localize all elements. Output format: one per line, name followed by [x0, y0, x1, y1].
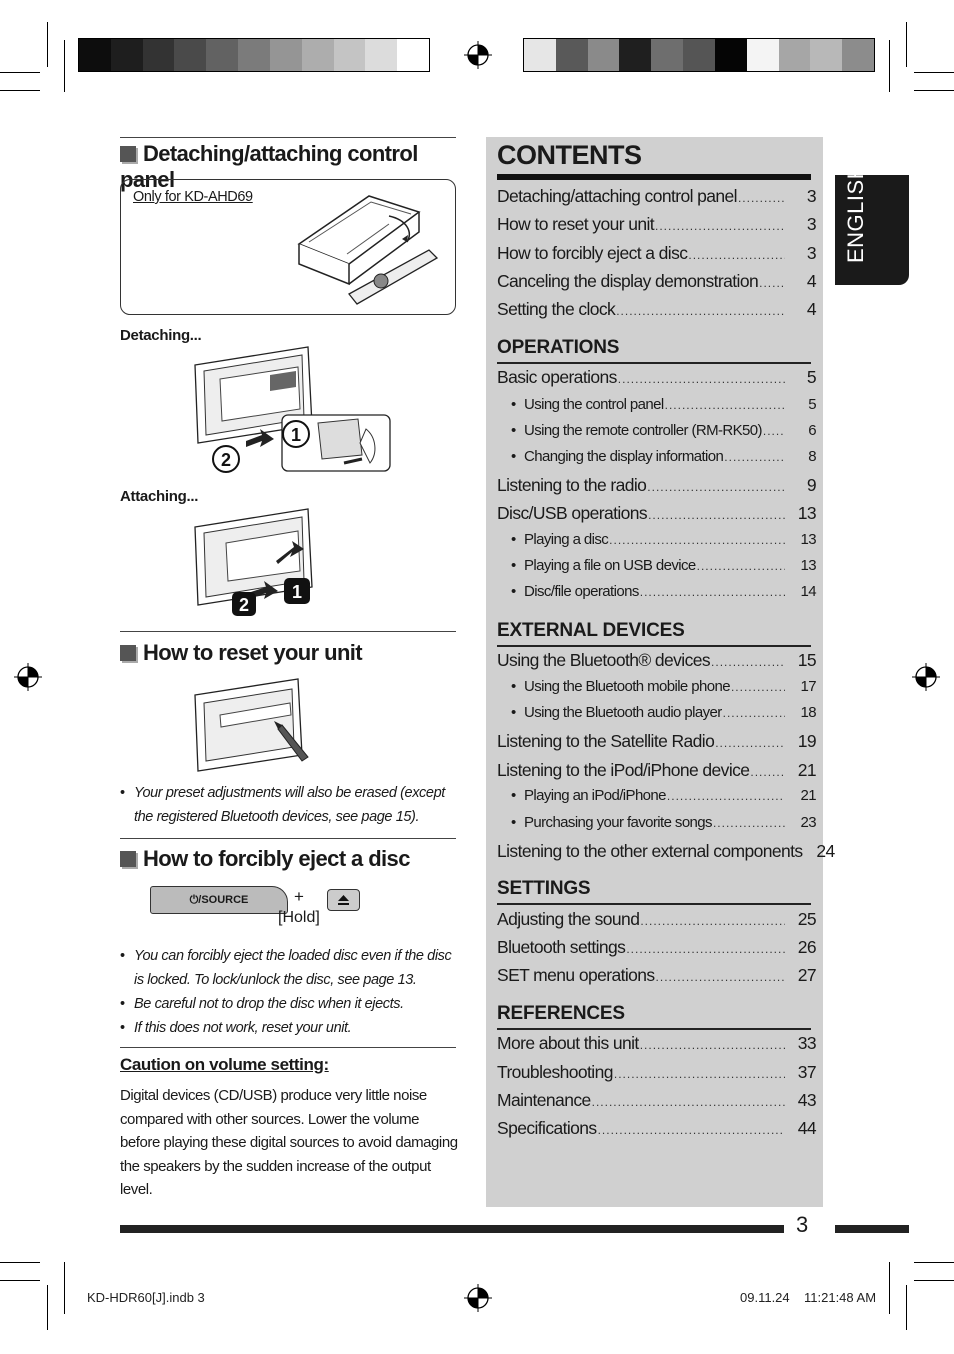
detaching-illustration [190, 345, 395, 477]
toc-entry-title: Listening to the other external components [497, 841, 803, 861]
eject-button [327, 889, 360, 911]
toc-entry-title: Troubleshooting [497, 1062, 613, 1082]
crop-mark [47, 1285, 48, 1330]
registration-mark-icon [14, 663, 42, 691]
bullet: • [511, 396, 516, 413]
plus-sign: + [294, 887, 304, 906]
attaching-label: Attaching... [120, 488, 199, 505]
divider [120, 838, 456, 839]
toc-entry-page: 21 [797, 760, 816, 780]
color-swatch [779, 39, 811, 71]
heading-text: How to forcibly eject a disc [143, 846, 410, 871]
color-swatch [524, 39, 556, 71]
footer-bar [835, 1225, 909, 1233]
toc-entry[interactable] [497, 841, 835, 862]
toc-leader-dots [647, 480, 785, 494]
crop-mark [914, 1262, 954, 1263]
toc-entry-page: 13 [800, 531, 816, 548]
toc-leader-dots [648, 508, 785, 522]
toc-entry[interactable] [511, 422, 816, 439]
toc-section-rule [497, 1028, 811, 1030]
list-item: • Your preset adjustments will also be erased (except the registered Bluetooth devices, see page 15). [120, 781, 460, 829]
eject-icon [328, 890, 359, 910]
toc-entry-page: 23 [800, 814, 816, 831]
crop-mark [0, 90, 40, 91]
toc-section-heading: EXTERNAL DEVICES [497, 620, 685, 641]
toc-entry-title: Canceling the display demonstration [497, 271, 759, 291]
toc-entry-page: 43 [797, 1090, 816, 1110]
toc-section-heading: SETTINGS [497, 878, 591, 899]
toc-entry-page: 33 [797, 1033, 816, 1053]
toc-entry[interactable] [511, 448, 816, 465]
list-item: • Be careful not to drop the disc when it ejects. [120, 992, 460, 1016]
divider [120, 631, 456, 632]
toc-entry-page: 8 [808, 448, 816, 465]
toc-entry[interactable] [497, 937, 816, 958]
language-tab-label: ENGLISH [843, 162, 868, 263]
crop-mark [889, 40, 890, 92]
toc-leader-dots [655, 219, 785, 233]
toc-entry-title: Basic operations [497, 367, 617, 387]
toc-entry[interactable] [497, 760, 816, 781]
toc-entry[interactable] [511, 704, 816, 721]
color-swatch [270, 39, 302, 71]
toc-entry-title: Using the Bluetooth® devices [497, 650, 711, 670]
color-swatch [842, 39, 874, 71]
bullet: • [511, 448, 516, 465]
toc-entry-page: 37 [797, 1062, 816, 1082]
step-2-badge: 2 [220, 450, 232, 470]
toc-leader-dots [640, 585, 785, 599]
toc-entry-title: Using the Bluetooth mobile phone [524, 678, 730, 695]
toc-entry-title: Purchasing your favorite songs [524, 814, 712, 831]
toc-entry-title: How to forcibly eject a disc [497, 243, 688, 263]
toc-leader-dots [713, 816, 785, 830]
toc-entry[interactable] [497, 243, 816, 264]
heading-text: How to reset your unit [143, 640, 363, 665]
toc-leader-dots [640, 914, 785, 928]
toc-leader-dots [731, 680, 785, 694]
crop-mark [0, 1280, 40, 1281]
color-calibration-bar-left [78, 38, 430, 72]
toc-entry-title: More about this unit [497, 1033, 639, 1053]
toc-entry-page: 44 [797, 1118, 816, 1138]
toc-entry[interactable] [497, 214, 816, 235]
language-tab [835, 162, 909, 285]
toc-entry[interactable] [511, 531, 816, 548]
source-button: ⏻/SOURCE [150, 886, 288, 914]
toc-leader-dots [715, 736, 785, 750]
bullet: • [511, 557, 516, 574]
toc-entry-title: SET menu operations [497, 965, 655, 985]
toc-section-heading: REFERENCES [497, 1003, 625, 1024]
toc-leader-dots [618, 372, 785, 386]
toc-entry-page: 5 [808, 396, 816, 413]
toc-entry[interactable] [511, 814, 816, 831]
square-bullet-icon [120, 146, 136, 162]
bullet: • [511, 787, 516, 804]
toc-entry-page: 13 [800, 557, 816, 574]
color-swatch [334, 39, 366, 71]
attaching-illustration [190, 507, 320, 619]
toc-entry-title: Using the remote controller (RM-RK50) [524, 422, 762, 439]
crop-mark [914, 90, 954, 91]
bullet: • [511, 531, 516, 548]
color-swatch [302, 39, 334, 71]
toc-entry-title: Using the Bluetooth audio player [524, 704, 722, 721]
toc-entry-page: 19 [797, 731, 816, 751]
toc-entry[interactable] [511, 787, 816, 804]
toc-entry[interactable] [497, 965, 816, 986]
crop-mark [0, 1262, 40, 1263]
color-swatch [715, 39, 747, 71]
toc-entry-title: Adjusting the sound [497, 909, 640, 929]
toc-entry-title: Listening to the radio [497, 475, 647, 495]
toc-section-rule [497, 362, 811, 364]
toc-entry-page: 3 [806, 186, 816, 206]
page-number: 3 [796, 1212, 809, 1237]
toc-entry-page: 14 [800, 583, 816, 600]
bullet: • [511, 704, 516, 721]
toc-entry-page: 3 [806, 243, 816, 263]
toc-leader-dots [759, 276, 785, 290]
step-2-badge: 2 [238, 595, 250, 615]
toc-leader-dots [656, 970, 785, 984]
color-calibration-bar-right [523, 38, 875, 72]
caution-text: Digital devices (CD/USB) produce very little noise compared with other sources. Lower the volume before playing these digital sources to avoid damaging the speakers by the sudden increase of the output level. [120, 1087, 458, 1198]
toc-entry-title: Playing a disc [524, 531, 609, 548]
toc-entry[interactable] [497, 367, 816, 388]
toc-entry[interactable] [497, 475, 816, 496]
toc-entry[interactable] [497, 1062, 816, 1083]
toc-entry[interactable] [511, 557, 816, 574]
toc-entry-page: 21 [800, 787, 816, 804]
color-swatch [588, 39, 620, 71]
reset-note [120, 781, 460, 829]
toc-leader-dots [723, 706, 785, 720]
color-swatch [111, 39, 143, 71]
toc-entry-title: Specifications [497, 1118, 597, 1138]
color-swatch [397, 39, 429, 71]
color-swatch [143, 39, 175, 71]
crop-mark [47, 22, 48, 67]
toc-entry[interactable] [497, 503, 816, 524]
toc-leader-dots [724, 450, 785, 464]
footer-file: KD-HDR60[J].indb 3 [87, 1290, 205, 1305]
model-note-label: Only for KD-AHD69 [133, 189, 253, 205]
contents-title: CONTENTS [497, 140, 642, 170]
toc-entry-title: Playing an iPod/iPhone [524, 787, 666, 804]
bullet: • [511, 814, 516, 831]
color-swatch [556, 39, 588, 71]
section-heading-eject [120, 846, 456, 872]
toc-entry-title: Changing the display information [524, 448, 724, 465]
toc-entry-page: 4 [806, 271, 816, 291]
hold-label: [Hold] [278, 909, 320, 926]
square-bullet-icon [120, 851, 136, 867]
toc-entry[interactable] [497, 186, 816, 207]
divider [120, 137, 456, 138]
toc-leader-dots [609, 533, 785, 547]
toc-entry[interactable] [511, 583, 816, 600]
toc-leader-dots [711, 655, 785, 669]
toc-entry-page: 27 [797, 965, 816, 985]
toc-entry-page: 25 [797, 909, 816, 929]
toc-entry-page: 24 [816, 841, 835, 861]
toc-entry-page: 13 [797, 503, 816, 523]
color-swatch [747, 39, 779, 71]
color-swatch [238, 39, 270, 71]
color-swatch [619, 39, 651, 71]
footer-date: 09.11.24 [740, 1290, 790, 1305]
toc-entry-title: Listening to the iPod/iPhone device [497, 760, 750, 780]
toc-leader-dots [614, 1067, 785, 1081]
footer-bar [120, 1225, 784, 1233]
list-item: • If this does not work, reset your unit. [120, 1016, 460, 1040]
square-bullet-icon [120, 645, 136, 661]
crop-mark [64, 40, 65, 92]
toc-entry-page: 9 [806, 475, 816, 495]
toc-leader-dots [598, 1123, 785, 1137]
divider [120, 1047, 456, 1048]
toc-leader-dots [640, 1038, 785, 1052]
toc-section-heading: OPERATIONS [497, 337, 620, 358]
heading-text: Detaching/attaching control panel [120, 141, 418, 192]
color-swatch [206, 39, 238, 71]
registration-mark-icon [912, 663, 940, 691]
toc-entry-page: 3 [806, 214, 816, 234]
eject-notes [120, 944, 460, 1040]
toc-entry-page: 5 [806, 367, 816, 387]
toc-entry-title: Maintenance [497, 1090, 591, 1110]
toc-entry[interactable] [497, 1118, 816, 1139]
panel-case-illustration [289, 184, 439, 308]
toc-entry-title: Playing a file on USB device [524, 557, 696, 574]
toc-leader-dots [616, 304, 785, 318]
toc-entry-page: 26 [797, 937, 816, 957]
toc-entry[interactable] [497, 271, 816, 292]
toc-entry-page: 4 [806, 299, 816, 319]
toc-entry-page: 17 [800, 678, 816, 695]
toc-entry-title: Detaching/attaching control panel [497, 186, 737, 206]
toc-entry-title: Bluetooth settings [497, 937, 626, 957]
toc-entry-title: Listening to the Satellite Radio [497, 731, 715, 751]
toc-entry[interactable] [511, 678, 816, 695]
reset-illustration [190, 675, 320, 775]
color-swatch [174, 39, 206, 71]
toc-leader-dots [665, 398, 785, 412]
toc-entry[interactable] [497, 731, 816, 752]
section-heading-reset [120, 640, 456, 666]
bullet: • [511, 422, 516, 439]
model-note-box [120, 179, 456, 315]
toc-entry-title: How to reset your unit [497, 214, 655, 234]
step-1-badge: 1 [290, 425, 302, 445]
color-swatch [79, 39, 111, 71]
toc-leader-dots [667, 789, 785, 803]
bullet: • [511, 583, 516, 600]
toc-entry[interactable] [497, 299, 816, 320]
toc-entry-title: Disc/file operations [524, 583, 639, 600]
toc-section-rule [497, 903, 811, 905]
toc-entry-page: 6 [808, 422, 816, 439]
color-swatch [365, 39, 397, 71]
toc-entry[interactable] [497, 1033, 816, 1054]
toc-leader-dots [738, 191, 785, 205]
toc-leader-dots [763, 424, 785, 438]
crop-mark [906, 1285, 907, 1330]
toc-entry-title: Disc/USB operations [497, 503, 648, 523]
registration-mark-icon [464, 1284, 492, 1312]
step-1-badge: 1 [291, 582, 303, 602]
color-swatch [651, 39, 683, 71]
color-swatch [810, 39, 842, 71]
crop-mark [0, 72, 40, 73]
color-swatch [683, 39, 715, 71]
toc-section-rule [497, 645, 811, 647]
contents-title-bar [497, 174, 811, 180]
footer-time: 11:21:48 AM [804, 1290, 877, 1305]
crop-mark [64, 1262, 65, 1314]
bullet: • [511, 678, 516, 695]
toc-leader-dots [688, 248, 785, 262]
toc-leader-dots [592, 1095, 785, 1109]
toc-entry-page: 15 [797, 650, 816, 670]
crop-mark [906, 22, 907, 67]
toc-entry-page: 18 [800, 704, 816, 721]
toc-entry[interactable] [497, 650, 816, 671]
detaching-label: Detaching... [120, 327, 202, 344]
crop-mark [914, 1280, 954, 1281]
caution-title: Caution on volume setting: [120, 1055, 329, 1074]
list-item: • You can forcibly eject the loaded disc even if the disc is locked. To lock/unlock the disc, see page 13. [120, 944, 460, 992]
toc-entry-title: Using the control panel [524, 396, 664, 413]
toc-leader-dots [626, 942, 785, 956]
crop-mark [889, 1262, 890, 1314]
toc-entry[interactable] [497, 909, 816, 930]
toc-entry[interactable] [511, 396, 816, 413]
toc-entry[interactable] [497, 1090, 816, 1111]
crop-mark [914, 72, 954, 73]
toc-leader-dots [697, 559, 785, 573]
registration-mark-icon [464, 41, 492, 69]
toc-leader-dots [750, 765, 785, 779]
toc-entry-title: Setting the clock [497, 299, 616, 319]
